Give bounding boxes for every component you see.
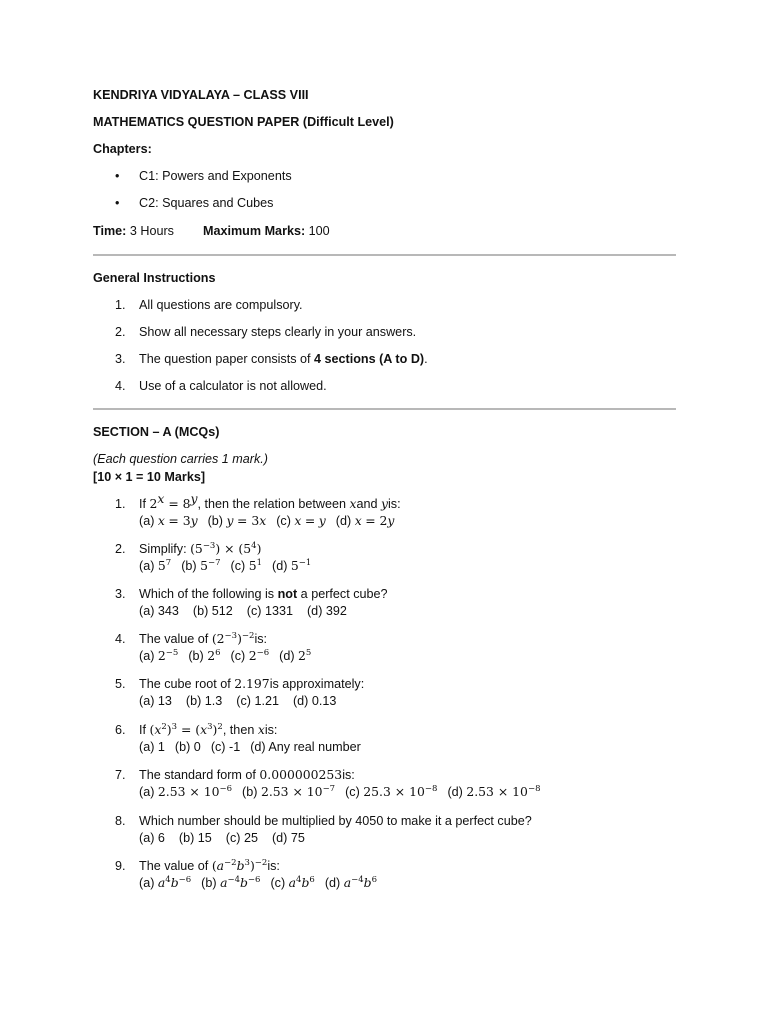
question-7: 7. The standard form of 0.000000253is: (a) $2.53 \times 10^{-6}$ (b) $2.53 \times 10^{-7}$ (c) $25.3 \times 10^{-8}$ (d) $2.53 \times 10^{-8}$ bbox=[115, 767, 541, 799]
question-8-options: (a) 6 (b) 15 (c) 25 (d) 75 bbox=[139, 831, 305, 845]
question-4: 4. The value of $(2^{-3})^{-2}is$: (a) $2^{-5}$ (b) $2^6$ (c) $2^{-6}$ (d) $2^5$ bbox=[115, 631, 312, 663]
bullet-icon: • bbox=[115, 169, 120, 183]
marks-value: 100 bbox=[308, 224, 330, 238]
question-8-text: Which number should be multiplied by 4050 to make it a perfect cube? bbox=[139, 814, 532, 828]
chapter-item bbox=[93, 195, 676, 223]
question-paper bbox=[93, 87, 676, 903]
question-5: 5. The cube root of 2.197is approximately: (a) 13 (b) 1.3 (c) 1.21 (d) 0.13 bbox=[93, 676, 676, 722]
question-5-options: (a) 13 (b) 1.3 (c) 1.21 (d) 0.13 bbox=[139, 694, 337, 708]
marks-label: Maximum Marks: bbox=[202, 224, 306, 238]
chapter-text: C2: Squares and Cubes bbox=[139, 196, 274, 210]
question-1: 1. If $2^x = 8^y$, then the relation between xand yis: (a) x = 3y (b) y = 3x (c) x = y (d) x = 2y bbox=[115, 491, 401, 528]
school-title: KENDRIYA VIDYALAYA – CLASS VIII bbox=[93, 88, 309, 102]
instruction-item: 1. All questions are compulsory. bbox=[115, 298, 303, 312]
instruction-item: 3. The question paper consists of 4 sections (A to D). bbox=[115, 352, 428, 366]
chapters-label: Chapters: bbox=[93, 142, 152, 156]
instruction-text: Show all necessary steps clearly in your answers. bbox=[139, 325, 417, 339]
instruction-text: Use of a calculator is not allowed. bbox=[139, 379, 327, 393]
instruction-text: The question paper consists of bbox=[139, 352, 315, 366]
instruction-item: 4. Use of a calculator is not allowed. bbox=[115, 379, 327, 393]
question-8: 8. Which number should be multiplied by 4050 to make it a perfect cube? (a) 6 (b) 15 (c) 25 (d) 75 bbox=[93, 813, 676, 858]
chapter-item bbox=[93, 168, 676, 195]
question-2: 2. Simplify: $(5^{-3}) \times (5^4)$ (a) $5^7$ (b) $5^{-7}$ (c) $5^1$ (d) $5^{-1}$ bbox=[115, 541, 312, 573]
instructions-title: General Instructions bbox=[93, 271, 216, 285]
section-a-marks: [10 × 1 = 10 Marks] bbox=[93, 470, 206, 484]
time-value: 3 Hours bbox=[129, 224, 174, 238]
time-label: Time: bbox=[93, 224, 127, 238]
time-marks-line bbox=[93, 223, 676, 254]
question-6: 6. If $(x^2)^3 = (x^3)^2$, then xis: (a) 1 (b) 0 (c) -1 (d) Any real number bbox=[115, 722, 361, 754]
section-a-note: (Each question carries 1 mark.) bbox=[93, 452, 268, 466]
question-3: 3. Which of the following is not a perfect cube? (a) 343 (b) 512 (c) 1331 (d) 392 bbox=[93, 586, 676, 631]
bullet-icon: • bbox=[115, 196, 120, 210]
instruction-item: 2. Show all necessary steps clearly in your answers. bbox=[115, 325, 417, 339]
instruction-bold: 4 sections (A to D) bbox=[314, 352, 425, 366]
chapter-text: C1: Powers and Exponents bbox=[139, 169, 292, 183]
section-a-title: SECTION – A (MCQs) bbox=[93, 425, 220, 439]
paper-title: MATHEMATICS QUESTION PAPER (Difficult Level) bbox=[93, 115, 394, 129]
question-9: 9. The value of $(a^{-2}b^3)^{-2}is$: (a) $a^4b^{-6}$ (b) $a^{-4}b^{-6}$ (c) $a^4b^6$ (d) $a^{-4}b^6$ bbox=[115, 858, 377, 890]
instruction-text: All questions are compulsory. bbox=[139, 298, 303, 312]
question-3-options: (a) 343 (b) 512 (c) 1331 (d) 392 bbox=[139, 604, 347, 618]
